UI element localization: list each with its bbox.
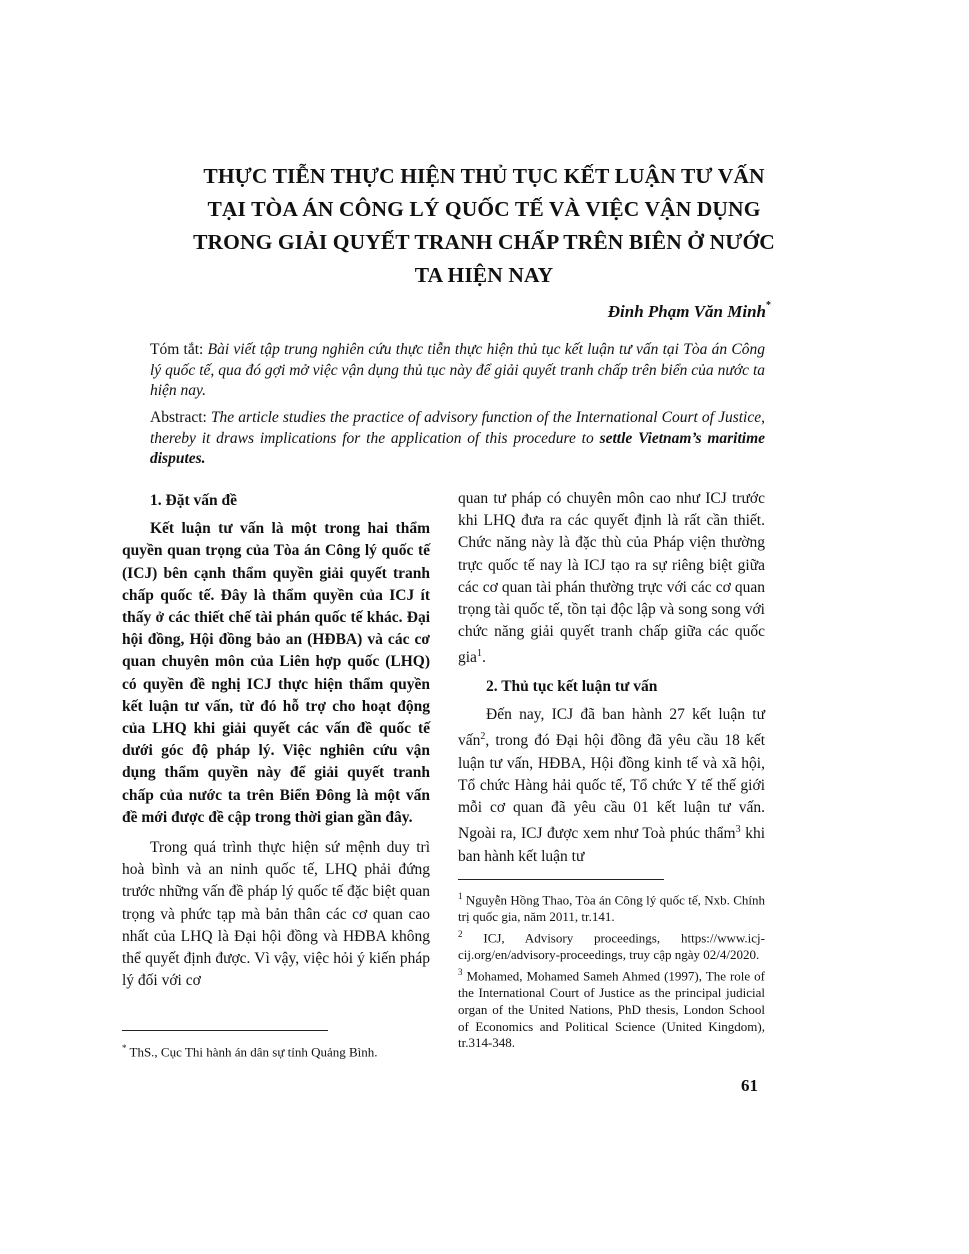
summary-english [150,408,765,470]
body-paragraph-3: Đến nay, ICJ đã ban hành 27 kết luận tư vấn$^2$, trong đó Đại hội đồng đã yêu cầu 18 kết luận tư vấn, HĐBA, Hội đồng kinh tế và xã hội, Tổ chức Hàng hải quốc tế, Tổ chức Y tế thế giới mỗi cơ quan đã yêu cầu 01 kết luận tư vấn. Ngoài ra, ICJ được xem như Toà phúc thẩm$^3$ khi ban hành kết luận tư [458,705,766,865]
title-line-2: TẠI TÒA ÁN CÔNG LÝ QUỐC TẾ VÀ VIỆC VẬN DỤNG [207,197,761,221]
footnote-separator-left [122,1030,328,1031]
summary-vietnamese [150,340,765,402]
title-line-3: TRONG GIẢI QUYẾT TRANH CHẤP TRÊN BIÊN Ở NƯỚC [193,230,775,254]
footnote-separator-right [458,879,664,880]
summary-label: Tóm tắt: [150,341,204,358]
abstract-text: The article studies the practice of advisory function of the International Court of Justice, thereby it draws implications for the application of this procedure to [150,409,765,447]
abstract-bold-tail: settle Vietnam’s maritime disputes. [150,429,766,467]
left-column [122,490,430,992]
footnotes-right [458,888,765,1052]
title-line-1: THỰC TIỄN THỰC HIỆN THỦ TỤC KẾT LUẬN TƯ VẤN [203,164,765,188]
section-heading-1: 1. Đặt vấn đề [150,492,237,509]
body-paragraph-2: Trong quá trình thực hiện sứ mệnh duy trì hoà bình và an ninh quốc tế, LHQ phải đứng trước những vấn đề pháp lý quốc tế đặc biệt quan trọng và phức tạp mà bản thân các cơ quan cao nhất của LHQ là Đại hội đồng và HĐBA không thể quyết định được. Vì vậy, việc hỏi ý kiến pháp lý đối với cơ [122,839,430,990]
summary-text: Bài viết tập trung nghiên cứu thực tiễn thực hiện thủ tục kết luận tư vấn tại Tòa án Công lý quốc tế, qua đó gợi mở việc vận dụng thủ tục này để giải quyết tranh chấp trên biển của nước ta hiện nay. [150,341,765,399]
right-column [458,488,765,868]
article-title [120,160,848,292]
footnote-ref-3: 3 [735,824,741,836]
footnote-ref-1: 1 [476,648,482,660]
footnote-1: $^1$ Nguyễn Hồng Thao, Tòa án Công lý quốc tế, Nxb. Chính trị quốc gia, năm 2011, tr.141. [458,891,766,925]
author-name: Đinh Phạm Văn Minh* [607,300,771,321]
author-footnote-mark: * [766,300,771,312]
page-number: 61 [741,1076,758,1095]
section-heading-2: 2. Thủ tục kết luận tư vấn [486,677,658,695]
abstract-label: Abstract: [150,409,207,426]
body-paragraph-continued: quan tư pháp có chuyên môn cao như ICJ trước khi LHQ đưa ra các quyết định là rất cần thiết. Chức năng này là đặc thù của Pháp viện thường trực quốc tế nay là ICJ tạo ra sự riêng biệt giữa các cơ quan tài phán thường trực với các cơ quan trọng tài quốc tế, tồn tại độc lập và song song với chức năng giải quyết tranh chấp giữa các quốc gia$^1$. [458,490,765,667]
intro-paragraph: Kết luận tư vấn là một trong hai thẩm quyền quan trọng của Tòa án Công lý quốc tế (ICJ) bên cạnh thẩm quyền giải quyết tranh chấp quốc tế. Đây là thẩm quyền của ICJ ít thấy ở các thiết chế tài phán quốc tế khác. Đại hội đồng, Hội đồng bảo an (HĐBA) và các cơ quan chuyên môn của Liên hợp quốc (LHQ) có quyền đề nghị ICJ thực hiện thẩm quyền kết luận tư vấn, từ đó hỗ trợ cho hoạt động của LHQ khi giải quyết các vấn đề quốc tế dưới góc độ pháp lý. Việc nghiên cứu vận dụng thẩm quyền này để giải quyết tranh chấp của nước ta trên Biển Đông là một vấn đề mới được đề cập trong thời gian gần đây. [122,520,430,826]
title-line-4: TA HIỆN NAY [414,263,554,287]
footnote-ref-2: 2 [480,731,486,743]
footnote-author: * ThS., Cục Thi hành án dân sự tỉnh Quảng Bình. [122,1043,378,1060]
footnote-2: $^2$ ICJ, Advisory proceedings, https://www.icj-cij.org/en/advisory-proceedings, truy cập ngày 02/4/2020. [458,928,765,963]
footnote-3: $^3$ Mohamed, Mohamed Sameh Ahmed (1997), The role of the International Court of Justice as the principal judicial organ of the United Nations, PhD thesis, London School of Economics and Political Science (United Kingdom), tr.314-348. [458,966,766,1051]
